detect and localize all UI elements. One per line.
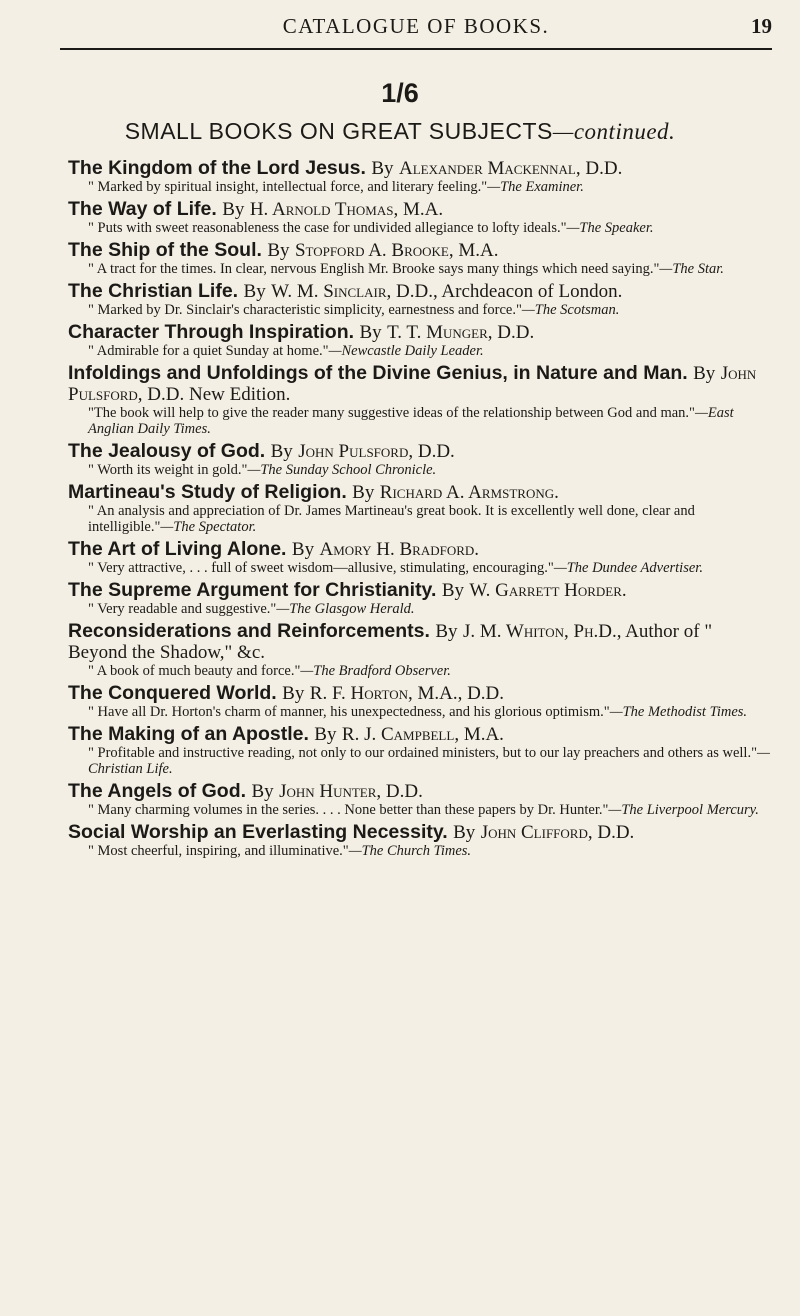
review-source: —The Scotsman. bbox=[521, 302, 620, 318]
book-entry bbox=[68, 363, 774, 437]
review-text: " Puts with sweet reasonableness the case for undivided allegiance to lofty ideals." bbox=[88, 220, 567, 236]
review-source: —The Star. bbox=[659, 261, 724, 277]
book-entry bbox=[68, 482, 774, 535]
book-author: John Pulsford, D.D. bbox=[68, 363, 757, 405]
review-quote bbox=[68, 343, 774, 359]
review-text: " Admirable for a quiet Sunday at home." bbox=[88, 343, 329, 359]
review-text: " Very attractive, . . . full of sweet wisdom—allusive, stimulating, encouraging." bbox=[88, 560, 554, 576]
book-by: By bbox=[359, 322, 382, 343]
book-author: W. Garrett Horder. bbox=[469, 580, 627, 601]
book-author: J. M. Whiton, Ph.D., bbox=[462, 621, 622, 642]
book-title: The Making of an Apostle. bbox=[68, 723, 309, 745]
book-entry bbox=[68, 621, 774, 679]
book-entry bbox=[68, 539, 774, 576]
book-author: John Pulsford, D.D. bbox=[298, 441, 455, 462]
book-entry bbox=[68, 441, 774, 478]
book-entry bbox=[68, 281, 774, 318]
review-quote bbox=[68, 560, 774, 576]
book-heading bbox=[68, 781, 774, 802]
review-text: " Many charming volumes in the series. . . . None better than these papers by Dr. Hunter." bbox=[88, 802, 609, 818]
book-by: By bbox=[267, 240, 290, 261]
review-quote bbox=[68, 462, 774, 478]
price-heading: 1/6 bbox=[381, 78, 419, 108]
review-text: " A tract for the times. In clear, nervous English Mr. Brooke says many things which need saying." bbox=[88, 261, 660, 277]
book-heading bbox=[68, 441, 774, 462]
review-text: " Most cheerful, inspiring, and illuminative." bbox=[88, 843, 349, 859]
review-source: —The Dundee Advertiser. bbox=[553, 560, 703, 576]
book-author: Stopford A. Brooke, M.A. bbox=[294, 240, 499, 261]
page-number: 19 bbox=[751, 14, 772, 38]
book-entry bbox=[68, 781, 774, 818]
book-title: The Christian Life. bbox=[68, 280, 239, 302]
book-extra: Author of " Beyond the Shadow," &c. bbox=[68, 621, 713, 663]
book-author: H. Arnold Thomas, M.A. bbox=[249, 199, 444, 220]
review-source: —The Bradford Observer. bbox=[300, 663, 451, 679]
book-title: The Supreme Argument for Christianity. bbox=[68, 579, 437, 601]
review-text: " Have all Dr. Horton's charm of manner, his unexpectedness, and his glorious optimism." bbox=[88, 704, 610, 720]
review-source: —The Sunday School Chronicle. bbox=[247, 462, 437, 478]
book-by: By bbox=[441, 580, 464, 601]
book-by: By bbox=[693, 363, 716, 384]
section-title-text: SMALL BOOKS ON GREAT SUBJECTS bbox=[124, 118, 553, 144]
book-author: Richard A. Armstrong. bbox=[379, 482, 559, 503]
review-text: " Marked by spiritual insight, intellectual force, and literary feeling." bbox=[88, 179, 488, 195]
review-quote bbox=[68, 843, 774, 859]
review-text: "The book will help to give the reader many suggestive ideas of the relationship between God and man." bbox=[88, 405, 695, 421]
book-by: By bbox=[314, 724, 337, 745]
book-title: The Art of Living Alone. bbox=[68, 538, 287, 560]
review-quote bbox=[68, 503, 774, 535]
book-author: R. J. Campbell, M.A. bbox=[341, 724, 504, 745]
review-quote bbox=[68, 261, 774, 277]
review-source: —The Church Times. bbox=[348, 843, 472, 859]
book-by: By bbox=[251, 781, 274, 802]
review-quote bbox=[68, 802, 774, 818]
book-heading bbox=[68, 158, 774, 179]
section-title bbox=[0, 118, 800, 145]
review-source: —The Liverpool Mercury. bbox=[608, 802, 759, 818]
book-by: By bbox=[291, 539, 315, 560]
review-source: —The Glasgow Herald. bbox=[276, 601, 415, 617]
book-author: John Hunter, D.D. bbox=[279, 781, 423, 802]
book-title: Reconsiderations and Reinforcements. bbox=[68, 620, 430, 642]
book-by: By bbox=[435, 621, 458, 642]
review-text: " Worth its weight in gold." bbox=[88, 462, 248, 478]
book-title: Martineau's Study of Religion. bbox=[68, 481, 347, 503]
book-entry bbox=[68, 158, 774, 195]
review-text: " Very readable and suggestive." bbox=[88, 601, 277, 617]
section-continued: —continued. bbox=[552, 119, 676, 144]
book-heading bbox=[68, 281, 774, 302]
book-author: R. F. Horton, M.A., D.D. bbox=[309, 683, 505, 704]
book-heading bbox=[68, 322, 774, 343]
book-heading bbox=[68, 539, 774, 560]
book-author: T. T. Munger, D.D. bbox=[387, 322, 535, 343]
running-title: CATALOGUE OF BOOKS. bbox=[282, 14, 550, 38]
review-text: " Profitable and instructive reading, not only to our ordained ministers, but to our lay preachers and others as well." bbox=[88, 745, 758, 761]
book-heading bbox=[68, 199, 774, 220]
book-title: The Jealousy of God. bbox=[68, 440, 266, 462]
review-source: —Newcastle Daily Leader. bbox=[328, 343, 484, 359]
review-quote bbox=[68, 220, 774, 236]
review-text: " A book of much beauty and force." bbox=[88, 663, 301, 679]
book-author: Amory H. Bradford. bbox=[319, 539, 480, 560]
book-heading bbox=[68, 240, 774, 261]
book-entry bbox=[68, 580, 774, 617]
book-by: By bbox=[282, 683, 305, 704]
review-quote bbox=[68, 405, 774, 437]
book-title: Social Worship an Everlasting Necessity. bbox=[68, 821, 448, 843]
book-title: The Conquered World. bbox=[68, 682, 277, 704]
book-by: By bbox=[222, 199, 245, 220]
book-title: Character Through Inspiration. bbox=[68, 321, 355, 343]
review-source: —The Speaker. bbox=[566, 220, 654, 236]
review-quote bbox=[68, 663, 774, 679]
book-heading bbox=[68, 621, 774, 663]
book-heading bbox=[68, 363, 774, 405]
book-heading bbox=[68, 580, 774, 601]
review-source: —Christian Life. bbox=[88, 745, 770, 777]
book-by: By bbox=[371, 158, 394, 179]
book-title: Infoldings and Unfoldings of the Divine Genius, in Nature and Man. bbox=[68, 362, 688, 384]
book-author: John Clifford, D.D. bbox=[480, 822, 635, 843]
review-text: " Marked by Dr. Sinclair's characteristic simplicity, earnestness and force." bbox=[88, 302, 522, 318]
book-title: The Angels of God. bbox=[68, 780, 247, 802]
review-quote bbox=[68, 745, 774, 777]
running-head bbox=[60, 14, 772, 44]
book-heading bbox=[68, 822, 774, 843]
review-quote bbox=[68, 179, 774, 195]
book-by: By bbox=[243, 281, 266, 302]
book-entry bbox=[68, 724, 774, 777]
review-quote bbox=[68, 704, 774, 720]
review-source: —The Spectator. bbox=[160, 519, 257, 535]
book-heading bbox=[68, 683, 774, 704]
book-entry bbox=[68, 683, 774, 720]
book-heading bbox=[68, 724, 774, 745]
review-quote bbox=[68, 302, 774, 318]
book-entry bbox=[68, 199, 774, 236]
book-entry bbox=[68, 822, 774, 859]
book-list bbox=[68, 158, 774, 863]
book-by: By bbox=[352, 482, 375, 503]
review-quote bbox=[68, 601, 774, 617]
header-rule bbox=[60, 48, 772, 50]
book-title: The Way of Life. bbox=[68, 198, 217, 220]
book-extra: New Edition. bbox=[184, 384, 291, 405]
review-source: —The Methodist Times. bbox=[609, 704, 748, 720]
book-author: W. M. Sinclair, D.D., bbox=[271, 281, 438, 302]
book-by: By bbox=[270, 441, 293, 462]
book-author: Alexander Mackennal, D.D. bbox=[398, 158, 623, 179]
review-source: —East Anglian Daily Times. bbox=[88, 405, 734, 437]
book-extra: Archdeacon of London. bbox=[437, 281, 623, 302]
book-by: By bbox=[453, 822, 476, 843]
review-text: " An analysis and appreciation of Dr. James Martineau's great book. It is excellently well done, clear and intelligible." bbox=[88, 503, 695, 535]
book-title: The Kingdom of the Lord Jesus. bbox=[68, 157, 366, 179]
book-entry bbox=[68, 240, 774, 277]
book-title: The Ship of the Soul. bbox=[68, 239, 262, 261]
book-entry bbox=[68, 322, 774, 359]
book-heading bbox=[68, 482, 774, 503]
review-source: —The Examiner. bbox=[487, 179, 584, 195]
